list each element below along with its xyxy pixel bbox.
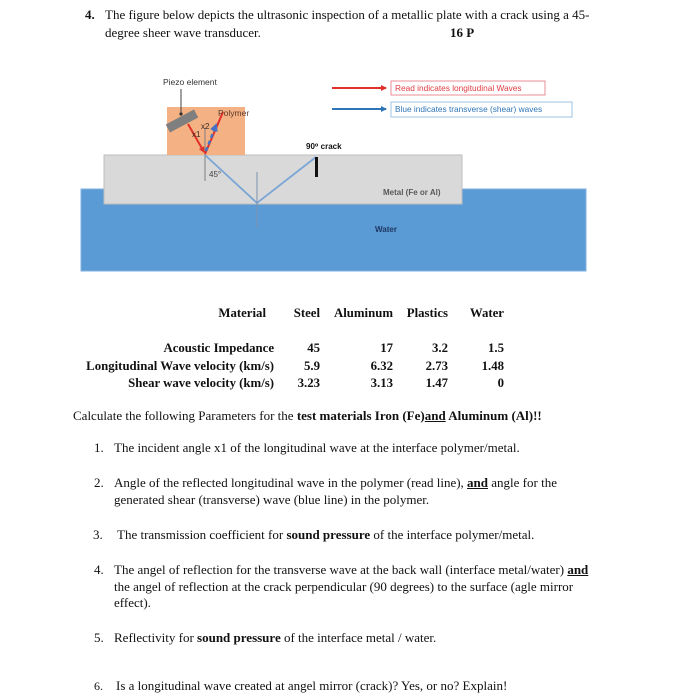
instructions-text: Calculate the following Parameters for the bbox=[73, 408, 297, 423]
instructions-emphasis-and: and bbox=[424, 408, 446, 423]
table-cell: 3.13 bbox=[370, 376, 393, 390]
task-text-segment: of the interface metal / water. bbox=[280, 630, 437, 645]
label-crack: 90⁰ crack bbox=[306, 142, 342, 151]
crack-marker bbox=[315, 157, 318, 177]
table-header-material: Material bbox=[218, 306, 266, 320]
task-text-emphasis: sound pressure bbox=[197, 630, 281, 645]
task-text-segment: of the interface polymer/metal. bbox=[370, 527, 535, 542]
instructions-emphasis: test materials Iron (Fe) bbox=[296, 408, 425, 423]
task-text-segment: The incident angle x1 of the longitudinal wave at the interface polymer/metal. bbox=[114, 440, 520, 455]
task-number: 6. bbox=[94, 679, 103, 693]
table-header-plastics: Plastics bbox=[406, 306, 448, 320]
legend-transverse-text: Blue indicates transverse (shear) waves bbox=[395, 104, 543, 114]
question-points: 16 P bbox=[450, 25, 475, 40]
table-cell: 0 bbox=[497, 376, 504, 390]
task-number: 3. bbox=[93, 527, 103, 542]
question-text: The figure below depicts the ultrasonic inspection of a metallic plate with a crack using a 45-degree sheer wave transducer. bbox=[105, 7, 590, 40]
table-header-aluminum: Aluminum bbox=[333, 306, 393, 320]
label-piezo-element: Piezo element bbox=[163, 77, 217, 87]
task-text bbox=[114, 475, 596, 508]
table-cell: 1.5 bbox=[488, 341, 504, 355]
task-number: 1. bbox=[94, 440, 104, 455]
task-number: 4. bbox=[94, 562, 104, 577]
label-x2: x2 bbox=[201, 122, 210, 131]
task-text-segment: Angle of the reflected longitudinal wave in the polymer (read line), bbox=[114, 475, 468, 490]
task-text-emphasis: and bbox=[467, 475, 489, 490]
task-number: 2. bbox=[94, 475, 104, 490]
task-text-segment: Is a longitudinal wave created at angel mirror (crack)? Yes, or no? Explain! bbox=[116, 678, 508, 693]
question-number: 4. bbox=[85, 7, 95, 22]
task-text bbox=[114, 562, 596, 612]
table-row-label: Acoustic Impedance bbox=[163, 341, 274, 355]
instructions-emphasis: Aluminum (Al)!! bbox=[445, 408, 542, 423]
instructions bbox=[73, 407, 542, 425]
table-cell: 1.48 bbox=[481, 359, 504, 373]
table-cell: 6.32 bbox=[370, 359, 393, 373]
task-text-emphasis: sound pressure bbox=[286, 527, 371, 542]
label-polymer: Polymer bbox=[218, 108, 250, 118]
table-row-label: Shear wave velocity (km/s) bbox=[128, 376, 274, 390]
task-text-emphasis: and bbox=[567, 562, 589, 577]
task-text bbox=[116, 678, 598, 695]
task-number: 5. bbox=[94, 630, 104, 645]
label-angle-45: 45° bbox=[209, 170, 222, 179]
task-text-segment: angle for the generated shear (transverse) wave (blue line) in the polymer. bbox=[114, 475, 557, 507]
task-text-segment: the angel of reflection at the crack perpendicular (90 degrees) to the surface (agle mirror effect). bbox=[114, 578, 574, 610]
table-header-water: Water bbox=[469, 306, 504, 320]
task-text bbox=[117, 527, 599, 544]
table-cell: 1.47 bbox=[425, 376, 448, 390]
task-text bbox=[114, 440, 596, 457]
label-water: Water bbox=[375, 225, 397, 234]
legend-longitudinal-text: Read indicates longitudinal Waves bbox=[395, 83, 522, 93]
table-cell: 5.9 bbox=[304, 359, 320, 373]
table-cell: 17 bbox=[380, 341, 393, 355]
label-metal: Metal (Fe or Al) bbox=[383, 188, 441, 197]
piezo-leader-dot bbox=[179, 112, 182, 115]
table-cell: 2.73 bbox=[425, 359, 448, 373]
label-x1: x1 bbox=[192, 130, 201, 139]
table-cell: 3.23 bbox=[297, 376, 320, 390]
task-text-segment: The angel of reflection for the transverse wave at the back wall (interface metal/water) bbox=[114, 562, 568, 577]
task-text-segment: The transmission coefficient for bbox=[117, 527, 287, 542]
task-text bbox=[114, 630, 596, 647]
table-cell: 45 bbox=[307, 341, 320, 355]
table-header-steel: Steel bbox=[293, 306, 320, 320]
table-row-label: Longitudinal Wave velocity (km/s) bbox=[86, 359, 274, 373]
task-text-segment: Reflectivity for bbox=[114, 630, 198, 645]
table-cell: 3.2 bbox=[432, 341, 448, 355]
